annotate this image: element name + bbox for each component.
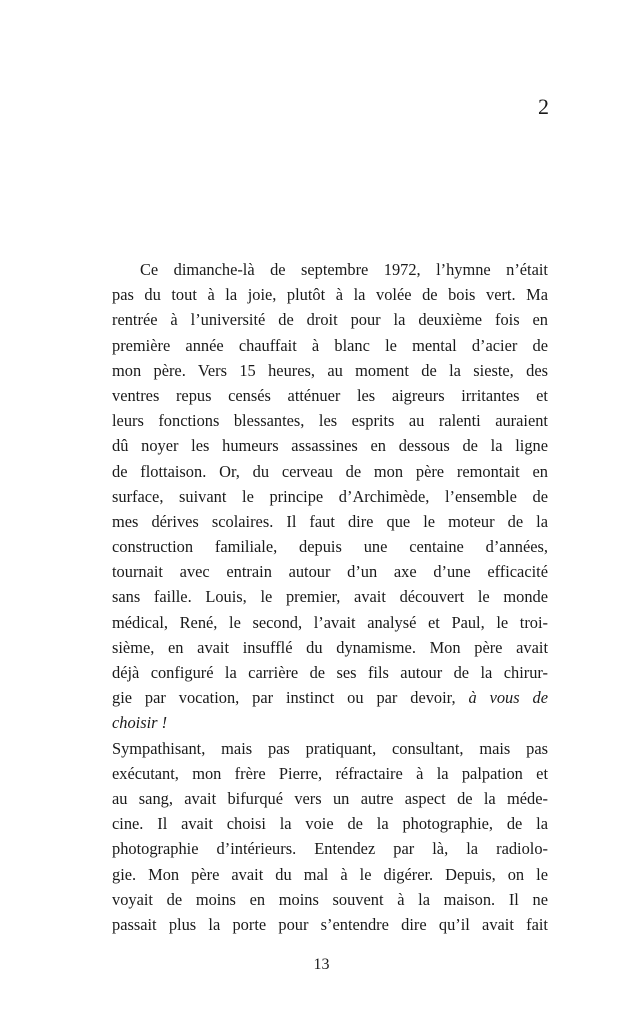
text-line: ventres repus censés atténuer les aigreurs irritantes et — [112, 385, 548, 405]
text-line: photographie d’intérieurs. Entendez par là, la radiolo- — [112, 839, 548, 859]
text-line: sans faille. Louis, le premier, avait découvert le monde — [112, 587, 548, 607]
italic-segment: choisir ! — [112, 713, 168, 733]
paragraph-2 — [112, 736, 548, 938]
text-line: tournait avec entrain autour d’un axe d’une efficacité — [112, 562, 548, 582]
text-line: médical, René, le second, l’avait analysé et Paul, le troi- — [112, 612, 548, 632]
italic-segment: à vous de — [468, 688, 549, 708]
text-line: Sympathisant, mais pas pratiquant, consultant, mais pas — [112, 738, 548, 758]
text-line: mes dérives scolaires. Il faut dire que le moteur de la — [112, 511, 548, 531]
text-line: surface, suivant le principe d’Archimède, l’ensemble de — [112, 486, 548, 506]
body-text — [112, 257, 548, 937]
text-line-italic — [112, 710, 548, 735]
text-segment: gie par vocation, par instinct ou par devoir, — [112, 688, 456, 708]
text-line: de flottaison. Or, du cerveau de mon père remontait en — [112, 461, 548, 481]
text-line: mon père. Vers 15 heures, au moment de la sieste, des — [112, 360, 548, 380]
text-line: déjà configuré la carrière de ses fils autour de la chirur- — [112, 663, 548, 682]
text-line: leurs fonctions blessantes, les esprits au ralenti auraient — [112, 411, 548, 431]
paragraph-1 — [112, 257, 548, 736]
chapter-number: 2 — [538, 94, 549, 119]
text-line: dû noyer les humeurs assassines en dessous de la ligne — [112, 436, 548, 456]
text-line: pas du tout à la joie, plutôt à la volée de bois vert. Ma — [112, 285, 548, 305]
text-line: exécutant, mon frère Pierre, réfractaire à la palpation et — [112, 763, 548, 783]
page-number: 13 — [313, 956, 330, 973]
text-line: cine. Il avait choisi la voie de la photographie, de la — [112, 814, 548, 834]
text-line: Ce dimanche-là de septembre 1972, l’hymne n’était — [140, 260, 548, 279]
text-line-mixed — [112, 685, 548, 710]
text-line: gie. Mon père avait du mal à le digérer. Depuis, on le — [112, 864, 548, 884]
text-line: rentrée à l’université de droit pour la deuxième fois en — [112, 310, 548, 330]
text-line: voyait de moins en moins souvent à la maison. Il ne — [112, 889, 548, 909]
text-line: première année chauffait à blanc le mental d’acier de — [112, 335, 548, 355]
text-line: au sang, avait bifurqué vers un autre aspect de la méde- — [112, 788, 548, 808]
text-line: passait plus la porte pour s’entendre dire qu’il avait fait — [112, 914, 548, 934]
text-line: sième, en avait insufflé du dynamisme. Mon père avait — [112, 637, 548, 657]
text-line: construction familiale, depuis une centaine d’années, — [112, 537, 548, 557]
